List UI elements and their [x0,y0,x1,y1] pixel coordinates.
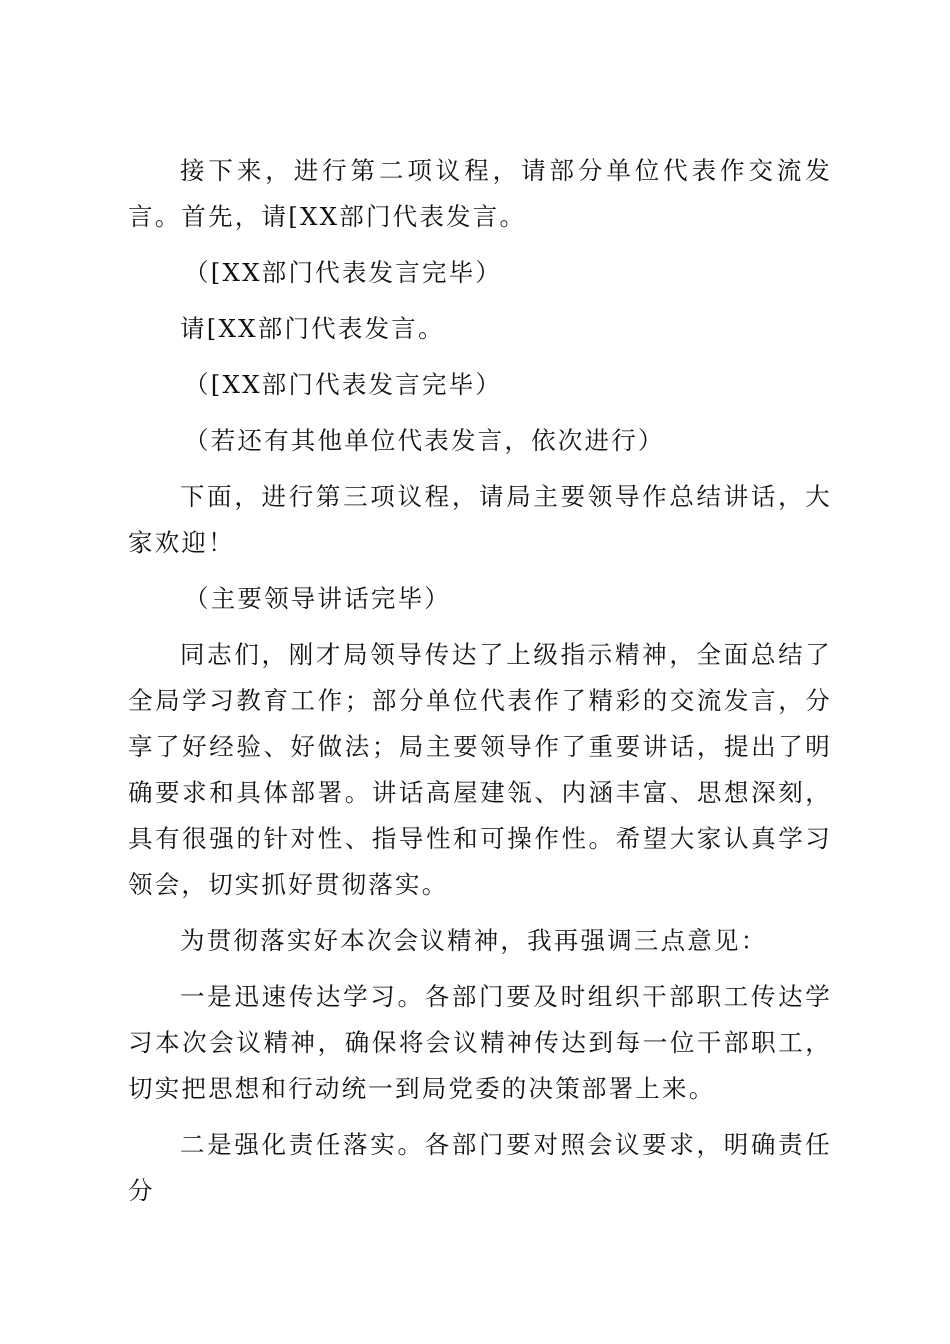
paragraph-three-points-intro: 为贯彻落实好本次会议精神，我再强调三点意见： [180,926,768,955]
paragraph-other-speakers: （若还有其他单位代表发言，依次进行） [184,426,665,455]
paragraph-agenda-two: 接下来，进行第二项议程，请部分单位代表作交流发言。首先，请[XX部门代表发言。 [128,156,832,231]
paragraph-summary: 同志们，刚才局领导传达了上级指示精神，全面总结了全局学习教育工作；部分单位代表作了精彩的交流发言，分享了好经验、好做法；局主要领导作了重要讲话，提出了明确要求和具体部署。讲话高屋建瓴、内涵丰富、思想深刻，具有很强的针对性、指导性和可操作性。希望大家认真学习领会，切实抓好贯彻落实。 [128,640,832,899]
document-body [128,148,832,1214]
paragraph-agenda-three: 下面，进行第三项议程，请局主要领导作总结讲话，大家欢迎！ [128,482,832,557]
paragraph-point-two: 二是强化责任落实。各部门要对照会议要求，明确责任分 [128,1130,832,1205]
paragraph-next-speaker: 请[XX部门代表发言。 [180,314,445,343]
paragraph-speech-complete-1: （[XX部门代表发言完毕） [184,258,503,287]
paragraph-leader-speech-complete: （主要领导讲话完毕） [184,584,451,613]
paragraph-speech-complete-2: （[XX部门代表发言完毕） [184,370,503,399]
paragraph-point-one: 一是迅速传达学习。各部门要及时组织干部职工传达学习本次会议精神，确保将会议精神传达到每一位干部职工，切实把思想和行动统一到局党委的决策部署上来。 [128,982,832,1103]
